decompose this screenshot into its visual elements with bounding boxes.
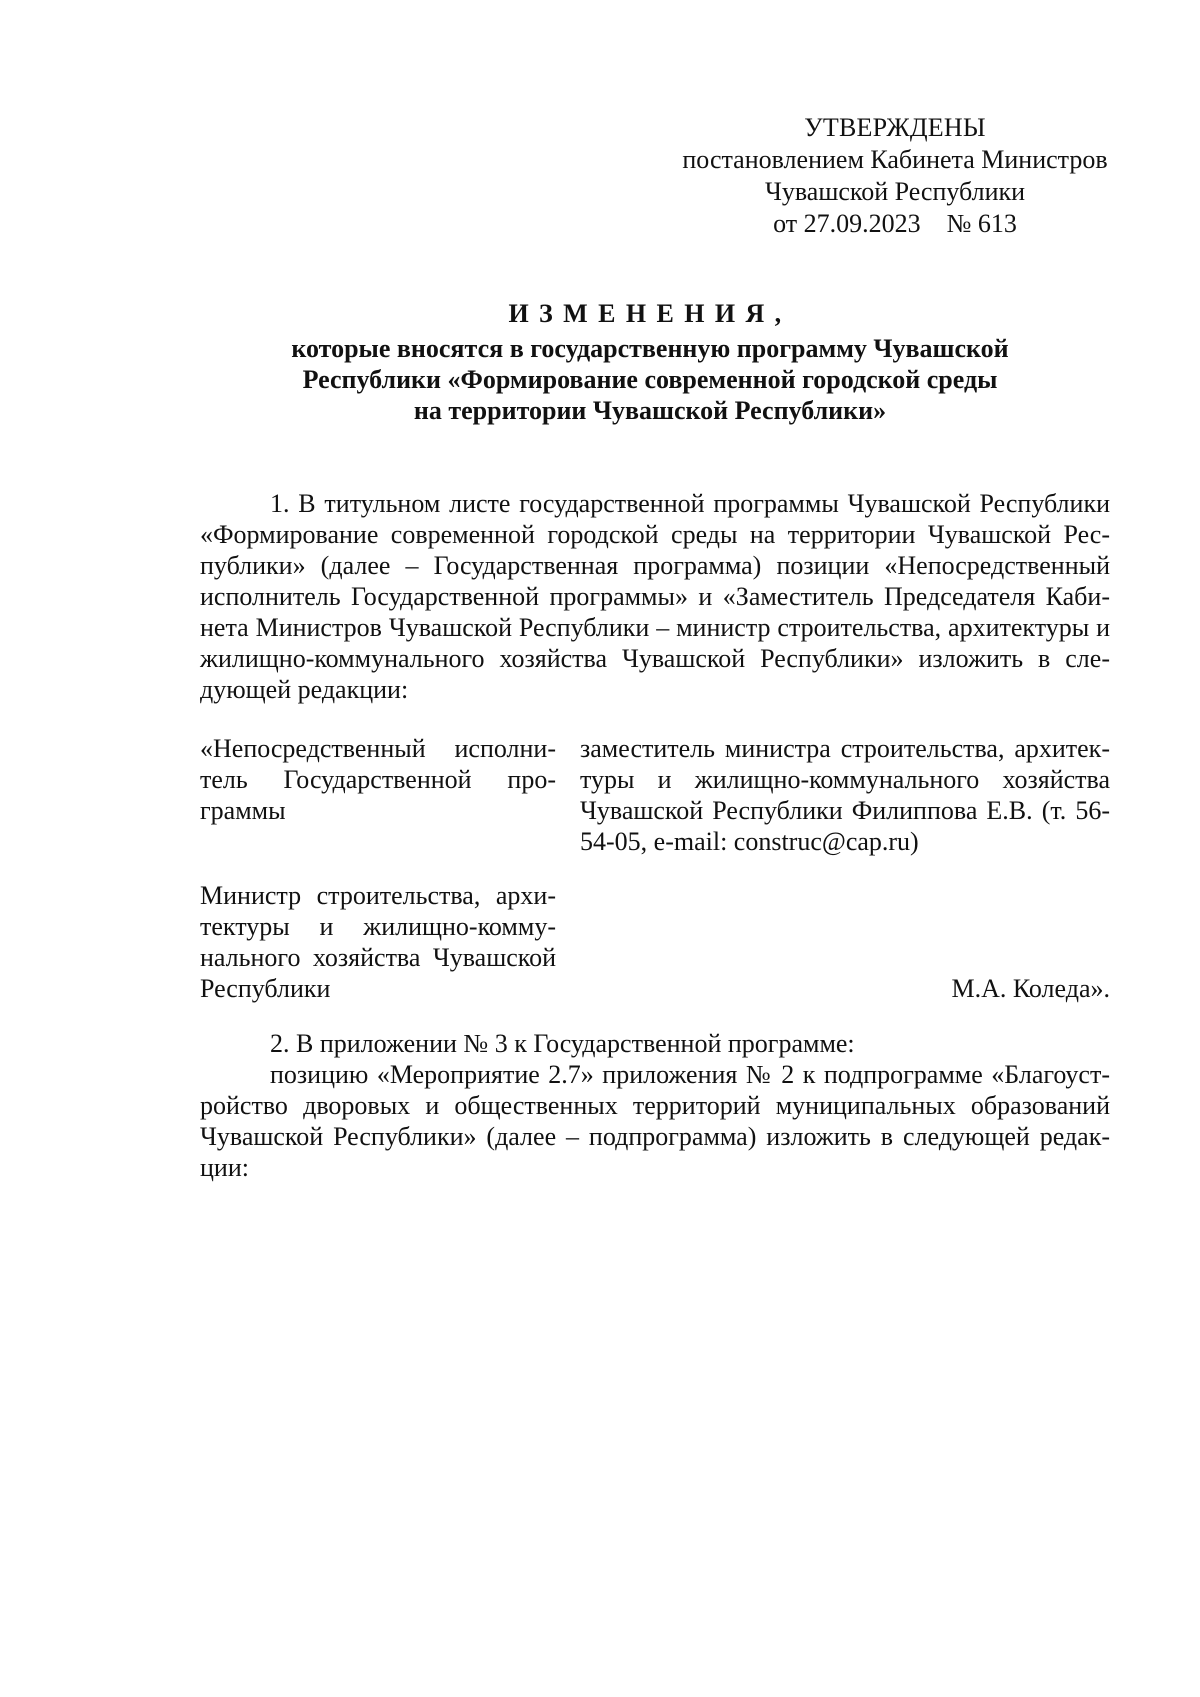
document-title: [200, 298, 1100, 426]
title-line-3: на территории Чувашской Республики»: [413, 396, 887, 425]
positions-table: [200, 733, 1110, 857]
executor-row: [200, 733, 1110, 857]
title-heading: ИЗМЕНЕНИЯ,: [508, 299, 792, 328]
approval-word: УТВЕРЖДЕНЫ: [804, 113, 986, 142]
minister-name: М.А. Коледа».: [951, 974, 1110, 1003]
minister-signature-block: [200, 880, 1110, 1004]
title-line-2: Республики «Формирование современной городской среды: [302, 365, 998, 394]
title-line-1: которые вносятся в государственную программу Чувашской: [291, 334, 1009, 363]
executor-value: заместитель министра строительства, архитектуры и жилищно-коммунального хозяйства Чувашской Республики Филиппова Е.В. (т. 56-54-05, e-mail: construc@cap.ru): [580, 734, 1110, 856]
approval-date-number: от 27.09.2023 № 613: [773, 209, 1017, 238]
executor-label: «Непосредственный исполнитель Государственной программы: [200, 734, 556, 825]
paragraph-2: 2. В приложении № 3 к Государственной программе:: [270, 1029, 855, 1058]
approval-stamp: [680, 112, 1110, 240]
approval-line-1: постановлением Кабинета Министров: [682, 145, 1108, 174]
approval-line-2: Чувашской Республики: [764, 177, 1026, 206]
paragraph-1: 1. В титульном листе государственной программы Чувашской Республики «Формирование современной городской среды на территории Чувашской Республики» (далее – Государственная программа) позиции «Непосредственный исполнитель Государственной программы» и «Заместитель Председателя Кабинета Министров Чувашской Республики – министр строительства, архитектуры и жилищно-коммунального хозяйства Чувашской Республики» изложить в следующей редакции:: [200, 489, 1110, 704]
paragraph-3: позицию «Мероприятие 2.7» приложения № 2 к подпрограмме «Благоустройство дворовых и общественных территорий муниципальных образований Чувашской Республики» (далее – подпрограмма) изложить в следующей редакции:: [200, 1060, 1110, 1182]
minister-label: Министр строительства, архитектуры и жилищно-коммунального хозяйства Чувашской Республики: [200, 881, 556, 1003]
